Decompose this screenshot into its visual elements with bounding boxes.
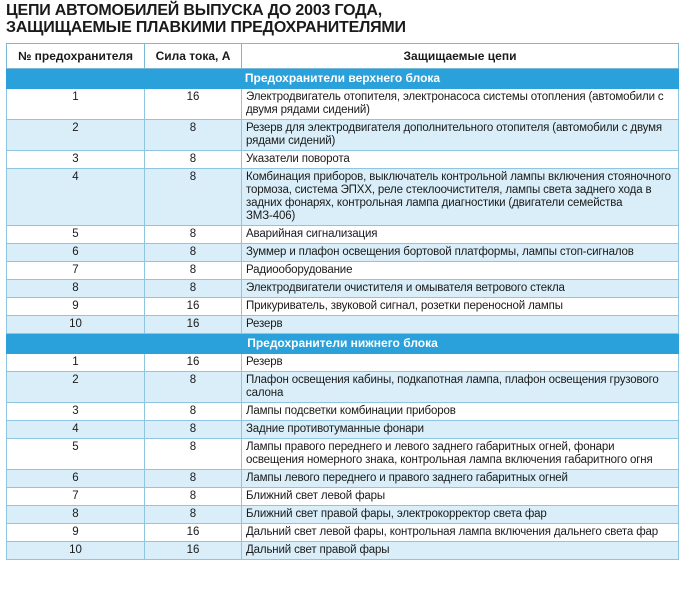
current-cell: 16 — [145, 316, 242, 334]
current-cell: 8 — [145, 439, 242, 470]
current-cell: 8 — [145, 280, 242, 298]
fuse-number-cell: 10 — [7, 316, 145, 334]
section-header-upper — [7, 69, 679, 89]
circuit-description-cell: Резерв — [242, 316, 679, 334]
fuse-number-cell: 1 — [7, 354, 145, 372]
fuse-number-cell: 3 — [7, 151, 145, 169]
circuit-description-cell: Резерв — [242, 354, 679, 372]
current-cell: 16 — [145, 524, 242, 542]
circuit-description-cell: Указатели поворота — [242, 151, 679, 169]
current-cell: 16 — [145, 354, 242, 372]
fuse-number-cell: 7 — [7, 488, 145, 506]
table-row — [7, 316, 679, 334]
current-cell: 16 — [145, 542, 242, 560]
table-header-row — [7, 44, 679, 69]
table-row — [7, 470, 679, 488]
table-row — [7, 506, 679, 524]
current-cell: 8 — [145, 226, 242, 244]
fuse-number-cell: 8 — [7, 506, 145, 524]
circuit-description-cell: Плафон освещения кабины, подкапотная лампа, плафон освещения грузового салона — [242, 372, 679, 403]
fuse-number-cell: 7 — [7, 262, 145, 280]
fuse-number-cell: 6 — [7, 470, 145, 488]
section-header-lower — [7, 334, 679, 354]
fuse-number-cell: 8 — [7, 280, 145, 298]
circuit-description-cell: Лампы подсветки комбинации приборов — [242, 403, 679, 421]
title-line-1: ЦЕПИ АВТОМОБИЛЕЙ ВЫПУСКА ДО 2003 ГОДА, — [6, 2, 382, 19]
table-row — [7, 372, 679, 403]
circuit-description-cell: Электродвигатели очистителя и омывателя ветрового стекла — [242, 280, 679, 298]
fuse-number-cell: 5 — [7, 226, 145, 244]
header-current: Сила тока, А — [145, 44, 242, 69]
current-cell: 16 — [145, 89, 242, 120]
current-cell: 8 — [145, 403, 242, 421]
current-cell: 16 — [145, 298, 242, 316]
section-label: Предохранители нижнего блока — [7, 334, 679, 354]
table-row — [7, 403, 679, 421]
current-cell: 8 — [145, 372, 242, 403]
table-row — [7, 280, 679, 298]
circuit-description-cell: Дальний свет левой фары, контрольная лампа включения дальнего света фар — [242, 524, 679, 542]
fuse-number-cell: 10 — [7, 542, 145, 560]
table-row — [7, 226, 679, 244]
fuse-number-cell: 9 — [7, 524, 145, 542]
fuse-number-cell: 4 — [7, 421, 145, 439]
header-fuse-number: № предохранителя — [7, 44, 145, 69]
fuse-number-cell: 2 — [7, 120, 145, 151]
current-cell: 8 — [145, 151, 242, 169]
current-cell: 8 — [145, 488, 242, 506]
circuit-description-cell: Радиооборудование — [242, 262, 679, 280]
table-row — [7, 524, 679, 542]
circuit-description-cell: Прикуриватель, звуковой сигнал, розетки переносной лампы — [242, 298, 679, 316]
circuit-description-cell: Задние противотуманные фонари — [242, 421, 679, 439]
table-row — [7, 439, 679, 470]
fuse-number-cell: 3 — [7, 403, 145, 421]
current-cell: 8 — [145, 421, 242, 439]
circuit-description-cell: Резерв для электродвигателя дополнительного отопителя (автомобили с двумя рядами сидений) — [242, 120, 679, 151]
circuit-description-cell: Зуммер и плафон освещения бортовой платформы, лампы стоп-сигналов — [242, 244, 679, 262]
circuit-description-cell: Аварийная сигнализация — [242, 226, 679, 244]
table-row — [7, 89, 679, 120]
table-row — [7, 298, 679, 316]
current-cell: 8 — [145, 120, 242, 151]
page-title — [6, 2, 676, 36]
table-row — [7, 120, 679, 151]
circuit-description-cell: Лампы левого переднего и правого заднего габаритных огней — [242, 470, 679, 488]
table-row — [7, 169, 679, 226]
circuit-description-cell: Лампы правого переднего и левого заднего габаритных огней, фонари освещения номерного знака, контрольная лампа включения габаритного огня — [242, 439, 679, 470]
circuit-description-cell: Электродвигатель отопителя, электронасоса системы отопления (автомобили с двумя рядами сидений) — [242, 89, 679, 120]
table-row — [7, 244, 679, 262]
fuse-number-cell: 1 — [7, 89, 145, 120]
fuse-number-cell: 5 — [7, 439, 145, 470]
circuit-description-cell: Дальний свет правой фары — [242, 542, 679, 560]
section-label: Предохранители верхнего блока — [7, 69, 679, 89]
fuse-number-cell: 2 — [7, 372, 145, 403]
table-row — [7, 151, 679, 169]
table-row — [7, 542, 679, 560]
fuse-number-cell: 9 — [7, 298, 145, 316]
table-row — [7, 488, 679, 506]
current-cell: 8 — [145, 506, 242, 524]
circuit-description-cell: Ближний свет левой фары — [242, 488, 679, 506]
current-cell: 8 — [145, 169, 242, 226]
current-cell: 8 — [145, 244, 242, 262]
fuse-number-cell: 4 — [7, 169, 145, 226]
table-body — [7, 69, 679, 560]
fuse-number-cell: 6 — [7, 244, 145, 262]
table-row — [7, 262, 679, 280]
fuse-table — [6, 43, 679, 560]
header-circuits: Защищаемые цепи — [242, 44, 679, 69]
table-row — [7, 354, 679, 372]
circuit-description-cell: Комбинация приборов, выключатель контрольной лампы включения стояночного тормоза, система ЭПХХ, реле стеклоочистителя, лампы света заднего хода в задних фонарях, контрольная лампа диагностики (двигатели семейства ЗМЗ-406) — [242, 169, 679, 226]
current-cell: 8 — [145, 262, 242, 280]
current-cell: 8 — [145, 470, 242, 488]
circuit-description-cell: Ближний свет правой фары, электрокорректор света фар — [242, 506, 679, 524]
table-row — [7, 421, 679, 439]
title-line-2: ЗАЩИЩАЕМЫЕ ПЛАВКИМИ ПРЕДОХРАНИТЕЛЯМИ — [6, 19, 406, 36]
